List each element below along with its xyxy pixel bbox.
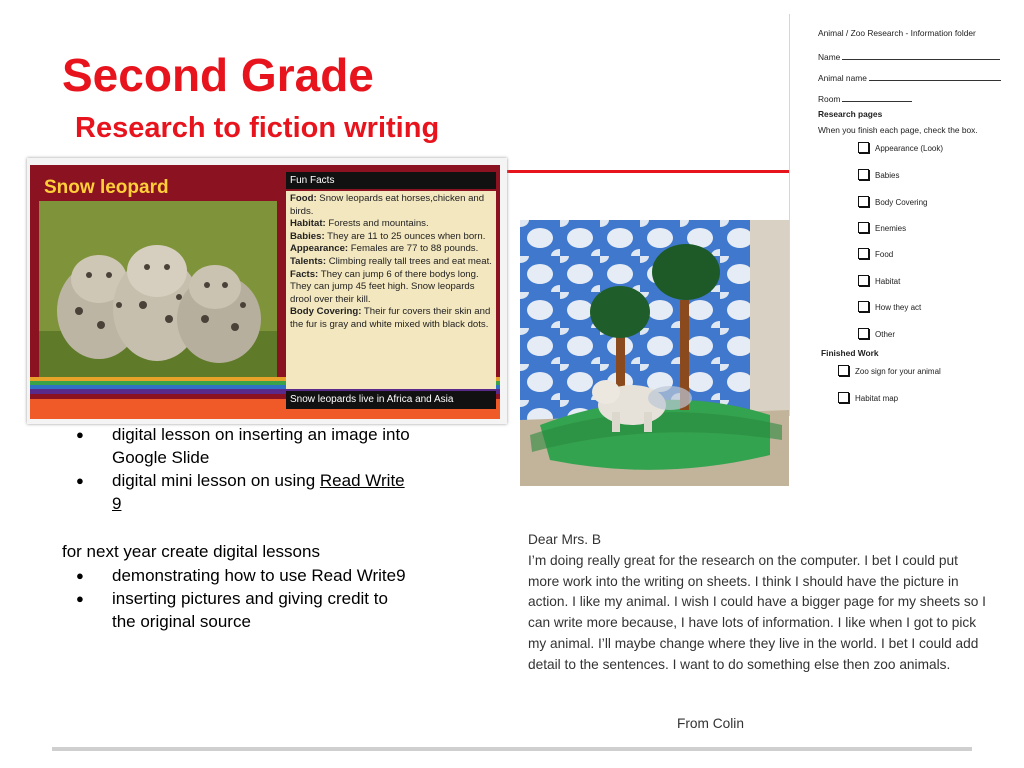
checkbox-icon — [858, 196, 869, 207]
list-item: ● inserting pictures and giving credit to the original source — [70, 587, 412, 633]
checkbox-how-they-act[interactable]: How they act — [858, 301, 921, 312]
room-line: Room — [818, 93, 912, 104]
checkbox-enemies[interactable]: Enemies — [858, 222, 906, 233]
list-item: ● demonstrating how to use Read Write9 — [70, 564, 412, 587]
checkbox-appearance[interactable]: Appearance (Look) — [858, 142, 943, 153]
checkbox-icon — [858, 301, 869, 312]
lesson-list — [70, 423, 412, 515]
fact-food: Food: Snow leopards eat horses,chicken and birds. — [290, 193, 485, 217]
information-folder — [789, 14, 1020, 416]
snow-leopard-card — [27, 158, 507, 424]
checkbox-icon — [858, 328, 869, 339]
fact-body-covering: Body Covering: Their fur covers their skin and the fur is gray and white mixed with black dots. — [290, 306, 491, 330]
letter-greeting: Dear Mrs. B — [528, 532, 602, 547]
fact-babies: Babies: They are 11 to 25 ounces when born. — [290, 230, 486, 242]
letter-signature: From Colin — [677, 716, 744, 731]
diorama-illustration — [520, 220, 789, 486]
fun-facts-header: Fun Facts — [286, 172, 496, 189]
snow-leopard-photo — [39, 201, 277, 377]
checkbox-icon — [858, 222, 869, 233]
card-footer: Snow leopards live in Africa and Asia — [286, 391, 496, 409]
bottom-divider — [52, 747, 972, 751]
letter-body: I’m doing really great for the research on the computer. I bet I could put more work into the writing on sheets. I think I should have the picture in action. I like my animal. I wish I could have a bigger page for my sheets so I can write more because, I have lots of information. I like when I got to pick my animal. I’ll maybe change where they live in the world. I bet I could add detail to the sentences. I want to do something else then zoo animals. — [528, 552, 986, 672]
fact-facts: Facts: They can jump 6 of there bodys long. They can jump 45 feet high. Snow leopards drool over their kill. — [290, 268, 479, 305]
slide-title: Second Grade — [62, 49, 374, 101]
checkbox-icon — [858, 142, 869, 153]
read-write-link[interactable]: Read Write 9 — [112, 471, 405, 513]
next-year-text: for next year create digital lessons — [62, 542, 320, 561]
animal-name-line: Animal name — [818, 72, 1001, 83]
checkbox-food[interactable]: Food — [858, 248, 893, 259]
folder-title: Animal / Zoo Research - Information folder — [818, 28, 976, 38]
leopard-cubs-illustration — [39, 201, 277, 377]
checkbox-icon — [858, 275, 869, 286]
animal-name: Snow leopard — [44, 177, 169, 198]
checkbox-icon — [858, 248, 869, 259]
list-item: ● digital mini lesson on using Read Write 9 — [70, 469, 412, 515]
instruction-text: When you finish each page, check the box. — [818, 125, 978, 135]
diorama-photo — [520, 220, 789, 486]
fact-habitat: Habitat: Forests and mountains. — [290, 218, 429, 230]
checkbox-icon — [838, 365, 849, 376]
fact-talents: Talents: Climbing really tall trees and eat meat. — [290, 255, 492, 267]
card-background — [30, 165, 500, 419]
red-divider — [505, 170, 790, 173]
checkbox-other[interactable]: Other — [858, 328, 895, 339]
checkbox-zoo-sign[interactable]: Zoo sign for your animal — [838, 365, 941, 376]
checkbox-habitat[interactable]: Habitat — [858, 275, 900, 286]
checkbox-babies[interactable]: Babies — [858, 169, 899, 180]
checkbox-body-covering[interactable]: Body Covering — [858, 196, 927, 207]
list-item: ● digital lesson on inserting an image into Google Slide — [70, 423, 412, 469]
name-line: Name — [818, 51, 1000, 62]
student-letter — [528, 530, 988, 676]
fact-appearance: Appearance: Females are 77 to 88 pounds. — [290, 243, 479, 255]
checkbox-icon — [858, 169, 869, 180]
next-year-list — [70, 564, 412, 633]
checkbox-habitat-map[interactable]: Habitat map — [838, 392, 898, 403]
slide-subtitle: Research to fiction writing — [75, 112, 440, 144]
research-pages-heading: Research pages — [818, 109, 883, 119]
checkbox-icon — [838, 392, 849, 403]
fun-facts-body — [286, 191, 496, 389]
finished-work-heading: Finished Work — [821, 348, 879, 358]
